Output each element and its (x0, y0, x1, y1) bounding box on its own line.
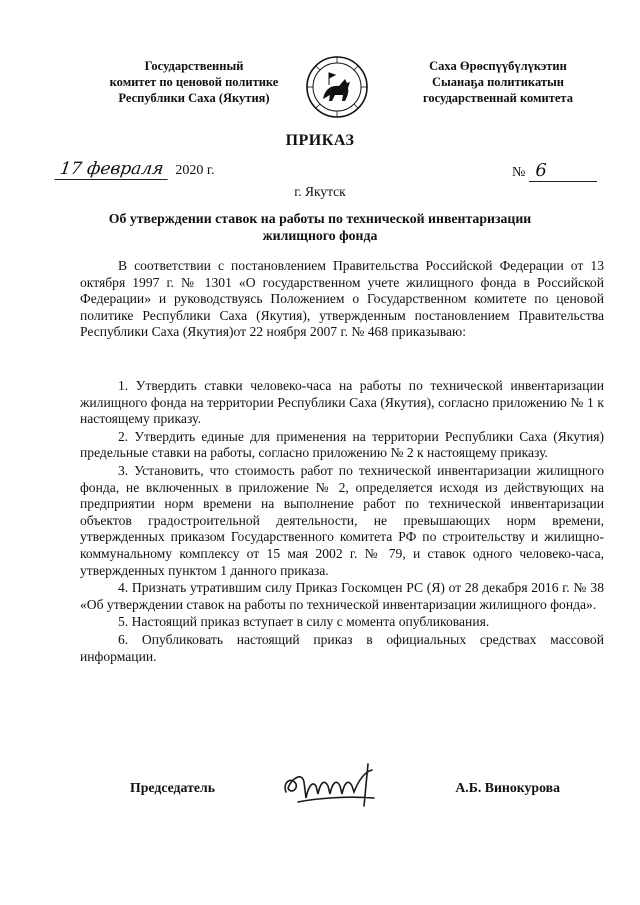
order-item: 5. Настоящий приказ вступает в силу с момента опубликования. (118, 614, 490, 630)
header-right-line: Саха Өрөспүүбүлүкэтин (429, 59, 567, 73)
handwritten-date: 17 февраля (55, 159, 171, 180)
document-date (56, 159, 215, 180)
document-number (512, 160, 597, 182)
signatory-name: А.Б. Винокурова (455, 780, 560, 795)
header-right-line: Сыанаҕа политикатын (432, 75, 564, 89)
document-subject: Об утверждении ставок на работы по технической инвентаризации жилищного фонда (108, 211, 532, 243)
header-left-line: Государственный (144, 59, 244, 73)
signatory-position: Председатель (130, 780, 216, 795)
preamble-paragraph: В соответствии с постановлением Правительства Российской Федерации от 13 октября 1997 г. № 1301 «О государственном учете жилищного фонда в Российской Федерации» и руководствуясь Положением о Государственном комитете по ценовой политике Республики Саха (Якутия), утвержденным постановлением Правительства Республики Саха (Якутия)от 22 ноября 2007 г. № 468 приказываю: (80, 258, 604, 340)
document-title: ПРИКАЗ (285, 132, 355, 149)
header-left-line: Республики Саха (Якутия) (118, 91, 270, 105)
header-right-org (382, 58, 614, 106)
order-item: 4. Признать утратившим силу Приказ Госкомцен РС (Я) от 28 декабря 2016 г. № 38 «Об утверждении ставок на работы по технической инвентаризации жилищного фонда». (80, 580, 604, 612)
coat-of-arms-emblem (305, 55, 369, 119)
handwritten-number: 6 (529, 160, 597, 182)
header-left-org (88, 58, 300, 106)
order-item: 3. Установить, что стоимость работ по технической инвентаризации жилищного фонда, не включенных в приложение № 2, определяется исходя из действующих на предприятии норм времени на выполнение работ по технической инвентаризации объектов градостроительной деятельности, не превышающих норм времени, утвержденных приказом Государственного комитета РФ по строительству и жилищно-коммунальному комплексу от 15 мая 2002 г. № 79, и ставок одного человеко-часа, утвержденных пунктом 1 данного приказа. (80, 462, 604, 578)
number-sign: № (512, 165, 526, 180)
handwritten-signature (278, 758, 398, 810)
order-item: 6. Опубликовать настоящий приказ в официальных средствах массовой информации. (80, 631, 604, 664)
date-year: 2020 г. (175, 163, 215, 178)
header-right-line: государственнай комитета (423, 91, 573, 105)
order-item: 2. Утвердить единые для применения на территории Республики Саха (Якутия) предельные ставки на работы, согласно приложению № 2 к настоящему приказу. (80, 428, 604, 461)
document-city: г. Якутск (294, 184, 346, 199)
header-left-line: комитет по ценовой политике (109, 75, 279, 89)
order-item: 1. Утвердить ставки человеко-часа на работы по технической инвентаризации жилищного фонда на территории Республики Саха (Якутия), согласно приложению № 1 к настоящему приказу. (80, 378, 604, 427)
order-items (80, 378, 604, 666)
